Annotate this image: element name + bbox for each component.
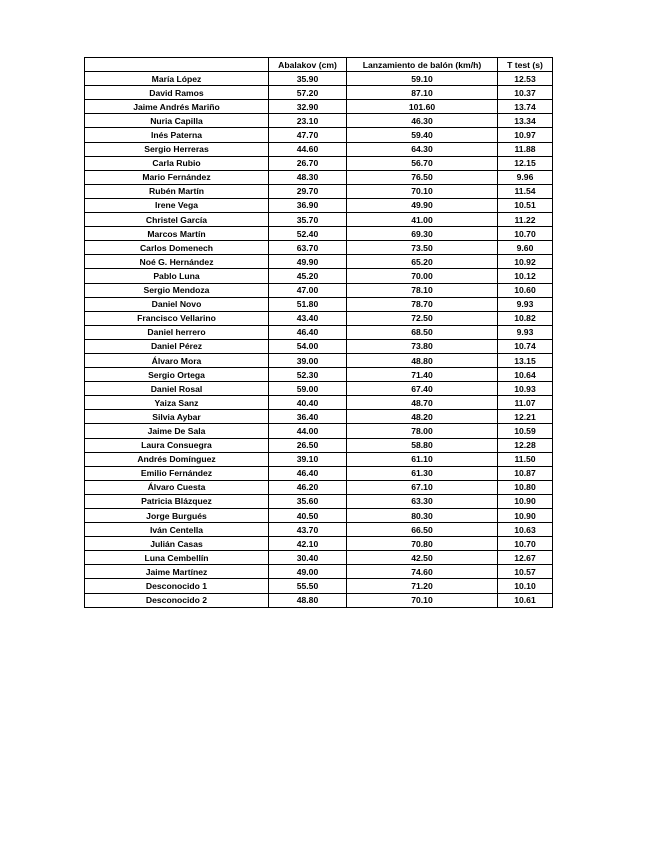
lanzamiento-cell: 49.90: [347, 198, 498, 212]
lanzamiento-cell: 72.50: [347, 311, 498, 325]
abalakov-cell: 46.40: [269, 325, 347, 339]
lanzamiento-cell: 80.30: [347, 509, 498, 523]
t-test-cell: 9.93: [498, 325, 553, 339]
abalakov-cell: 43.40: [269, 311, 347, 325]
table-row: [85, 114, 553, 128]
abalakov-cell: 47.70: [269, 128, 347, 142]
table-row: [85, 523, 553, 537]
t-test-cell: 13.74: [498, 100, 553, 114]
header-lanzamiento: Lanzamiento de balón (km/h): [347, 58, 498, 72]
t-test-cell: 10.59: [498, 424, 553, 438]
abalakov-cell: 26.70: [269, 156, 347, 170]
t-test-cell: 11.07: [498, 396, 553, 410]
table-row: [85, 339, 553, 353]
name-cell: Iván Centella: [85, 523, 269, 537]
name-cell: Patricia Blázquez: [85, 494, 269, 508]
lanzamiento-cell: 42.50: [347, 551, 498, 565]
lanzamiento-cell: 46.30: [347, 114, 498, 128]
abalakov-cell: 49.00: [269, 565, 347, 579]
lanzamiento-cell: 63.30: [347, 494, 498, 508]
abalakov-cell: 54.00: [269, 339, 347, 353]
abalakov-cell: 48.80: [269, 593, 347, 607]
lanzamiento-cell: 61.30: [347, 466, 498, 480]
header-row: [85, 58, 553, 72]
table-row: [85, 537, 553, 551]
t-test-cell: 10.93: [498, 382, 553, 396]
name-cell: Andrés Domínguez: [85, 452, 269, 466]
t-test-cell: 12.21: [498, 410, 553, 424]
table-row: [85, 396, 553, 410]
lanzamiento-cell: 61.10: [347, 452, 498, 466]
lanzamiento-cell: 70.10: [347, 184, 498, 198]
lanzamiento-cell: 68.50: [347, 325, 498, 339]
name-cell: Desconocido 2: [85, 593, 269, 607]
abalakov-cell: 36.90: [269, 198, 347, 212]
table-row: [85, 283, 553, 297]
abalakov-cell: 29.70: [269, 184, 347, 198]
abalakov-cell: 44.00: [269, 424, 347, 438]
abalakov-cell: 63.70: [269, 241, 347, 255]
abalakov-cell: 42.10: [269, 537, 347, 551]
lanzamiento-cell: 59.40: [347, 128, 498, 142]
abalakov-cell: 55.50: [269, 579, 347, 593]
t-test-cell: 10.90: [498, 509, 553, 523]
abalakov-cell: 36.40: [269, 410, 347, 424]
header-t-test: T test (s): [498, 58, 553, 72]
abalakov-cell: 52.30: [269, 368, 347, 382]
lanzamiento-cell: 56.70: [347, 156, 498, 170]
header-name: [85, 58, 269, 72]
lanzamiento-cell: 76.50: [347, 170, 498, 184]
name-cell: Álvaro Mora: [85, 353, 269, 367]
t-test-cell: 10.61: [498, 593, 553, 607]
t-test-cell: 13.34: [498, 114, 553, 128]
lanzamiento-cell: 78.00: [347, 424, 498, 438]
name-cell: Daniel Pérez: [85, 339, 269, 353]
table-row: [85, 593, 553, 607]
table-row: [85, 494, 553, 508]
name-cell: Álvaro Cuesta: [85, 480, 269, 494]
table-row: [85, 100, 553, 114]
lanzamiento-cell: 101.60: [347, 100, 498, 114]
abalakov-cell: 46.40: [269, 466, 347, 480]
t-test-cell: 10.37: [498, 86, 553, 100]
t-test-cell: 10.51: [498, 198, 553, 212]
lanzamiento-cell: 70.10: [347, 593, 498, 607]
header-abalakov: Abalakov (cm): [269, 58, 347, 72]
table-row: [85, 297, 553, 311]
lanzamiento-cell: 70.80: [347, 537, 498, 551]
name-cell: Laura Consuegra: [85, 438, 269, 452]
name-cell: David Ramos: [85, 86, 269, 100]
name-cell: Irene Vega: [85, 198, 269, 212]
t-test-cell: 11.88: [498, 142, 553, 156]
name-cell: Sergio Herreras: [85, 142, 269, 156]
name-cell: Marcos Martín: [85, 227, 269, 241]
lanzamiento-cell: 64.30: [347, 142, 498, 156]
table-row: [85, 353, 553, 367]
table-row: [85, 170, 553, 184]
name-cell: Mario Fernández: [85, 170, 269, 184]
table-row: [85, 382, 553, 396]
t-test-cell: 9.93: [498, 297, 553, 311]
abalakov-cell: 40.50: [269, 509, 347, 523]
table-row: [85, 480, 553, 494]
abalakov-cell: 57.20: [269, 86, 347, 100]
abalakov-cell: 44.60: [269, 142, 347, 156]
abalakov-cell: 45.20: [269, 269, 347, 283]
t-test-cell: 10.87: [498, 466, 553, 480]
lanzamiento-cell: 73.50: [347, 241, 498, 255]
table-row: [85, 227, 553, 241]
t-test-cell: 10.12: [498, 269, 553, 283]
name-cell: Jaime Martínez: [85, 565, 269, 579]
table-row: [85, 325, 553, 339]
abalakov-cell: 46.20: [269, 480, 347, 494]
table-row: [85, 452, 553, 466]
t-test-cell: 10.80: [498, 480, 553, 494]
t-test-cell: 10.92: [498, 255, 553, 269]
name-cell: Nuria Capilla: [85, 114, 269, 128]
t-test-cell: 10.63: [498, 523, 553, 537]
table-row: [85, 579, 553, 593]
t-test-cell: 13.15: [498, 353, 553, 367]
name-cell: Daniel herrero: [85, 325, 269, 339]
lanzamiento-cell: 69.30: [347, 227, 498, 241]
table-row: [85, 198, 553, 212]
t-test-cell: 12.28: [498, 438, 553, 452]
t-test-cell: 10.97: [498, 128, 553, 142]
name-cell: Christel García: [85, 213, 269, 227]
name-cell: Jorge Burgués: [85, 509, 269, 523]
t-test-cell: 10.10: [498, 579, 553, 593]
table-row: [85, 438, 553, 452]
lanzamiento-cell: 58.80: [347, 438, 498, 452]
lanzamiento-cell: 41.00: [347, 213, 498, 227]
abalakov-cell: 43.70: [269, 523, 347, 537]
table-row: [85, 241, 553, 255]
name-cell: Carlos Domenech: [85, 241, 269, 255]
name-cell: Jaime De Sala: [85, 424, 269, 438]
abalakov-cell: 35.70: [269, 213, 347, 227]
lanzamiento-cell: 66.50: [347, 523, 498, 537]
table-row: [85, 72, 553, 86]
table-row: [85, 269, 553, 283]
name-cell: Yaiza Sanz: [85, 396, 269, 410]
t-test-cell: 9.60: [498, 241, 553, 255]
abalakov-cell: 51.80: [269, 297, 347, 311]
name-cell: Sergio Mendoza: [85, 283, 269, 297]
t-test-cell: 10.70: [498, 227, 553, 241]
lanzamiento-cell: 65.20: [347, 255, 498, 269]
lanzamiento-cell: 59.10: [347, 72, 498, 86]
t-test-cell: 11.50: [498, 452, 553, 466]
abalakov-cell: 23.10: [269, 114, 347, 128]
lanzamiento-cell: 87.10: [347, 86, 498, 100]
lanzamiento-cell: 78.10: [347, 283, 498, 297]
table-row: [85, 551, 553, 565]
name-cell: Desconocido 1: [85, 579, 269, 593]
t-test-cell: 9.96: [498, 170, 553, 184]
table-row: [85, 424, 553, 438]
abalakov-cell: 30.40: [269, 551, 347, 565]
lanzamiento-cell: 48.20: [347, 410, 498, 424]
abalakov-cell: 39.00: [269, 353, 347, 367]
table-row: [85, 565, 553, 579]
name-cell: Luna Cembellín: [85, 551, 269, 565]
table-row: [85, 184, 553, 198]
table-row: [85, 86, 553, 100]
table-row: [85, 213, 553, 227]
lanzamiento-cell: 48.80: [347, 353, 498, 367]
abalakov-cell: 35.90: [269, 72, 347, 86]
data-table: [84, 57, 553, 608]
abalakov-cell: 49.90: [269, 255, 347, 269]
t-test-cell: 10.57: [498, 565, 553, 579]
t-test-cell: 10.82: [498, 311, 553, 325]
lanzamiento-cell: 71.40: [347, 368, 498, 382]
name-cell: Daniel Rosal: [85, 382, 269, 396]
table-row: [85, 410, 553, 424]
name-cell: Emilio Fernández: [85, 466, 269, 480]
abalakov-cell: 52.40: [269, 227, 347, 241]
table-row: [85, 156, 553, 170]
t-test-cell: 10.70: [498, 537, 553, 551]
t-test-cell: 12.67: [498, 551, 553, 565]
name-cell: Daniel Novo: [85, 297, 269, 311]
t-test-cell: 12.53: [498, 72, 553, 86]
abalakov-cell: 59.00: [269, 382, 347, 396]
t-test-cell: 10.64: [498, 368, 553, 382]
name-cell: Rubén Martín: [85, 184, 269, 198]
name-cell: Jaime Andrés Mariño: [85, 100, 269, 114]
lanzamiento-cell: 73.80: [347, 339, 498, 353]
name-cell: Inés Paterna: [85, 128, 269, 142]
t-test-cell: 11.54: [498, 184, 553, 198]
t-test-cell: 10.60: [498, 283, 553, 297]
name-cell: Noé G. Hernández: [85, 255, 269, 269]
t-test-cell: 10.74: [498, 339, 553, 353]
table-row: [85, 466, 553, 480]
t-test-cell: 10.90: [498, 494, 553, 508]
abalakov-cell: 35.60: [269, 494, 347, 508]
table-row: [85, 311, 553, 325]
name-cell: Francisco Vellarino: [85, 311, 269, 325]
lanzamiento-cell: 67.40: [347, 382, 498, 396]
t-test-cell: 12.15: [498, 156, 553, 170]
abalakov-cell: 26.50: [269, 438, 347, 452]
lanzamiento-cell: 78.70: [347, 297, 498, 311]
table-row: [85, 509, 553, 523]
abalakov-cell: 32.90: [269, 100, 347, 114]
table-row: [85, 368, 553, 382]
table-row: [85, 128, 553, 142]
table-row: [85, 142, 553, 156]
name-cell: Sergio Ortega: [85, 368, 269, 382]
lanzamiento-cell: 67.10: [347, 480, 498, 494]
lanzamiento-cell: 74.60: [347, 565, 498, 579]
lanzamiento-cell: 71.20: [347, 579, 498, 593]
t-test-cell: 11.22: [498, 213, 553, 227]
lanzamiento-cell: 48.70: [347, 396, 498, 410]
name-cell: Pablo Luna: [85, 269, 269, 283]
lanzamiento-cell: 70.00: [347, 269, 498, 283]
abalakov-cell: 48.30: [269, 170, 347, 184]
name-cell: Silvia Aybar: [85, 410, 269, 424]
name-cell: María López: [85, 72, 269, 86]
table-row: [85, 255, 553, 269]
name-cell: Julián Casas: [85, 537, 269, 551]
abalakov-cell: 39.10: [269, 452, 347, 466]
abalakov-cell: 47.00: [269, 283, 347, 297]
name-cell: Carla Rubio: [85, 156, 269, 170]
abalakov-cell: 40.40: [269, 396, 347, 410]
